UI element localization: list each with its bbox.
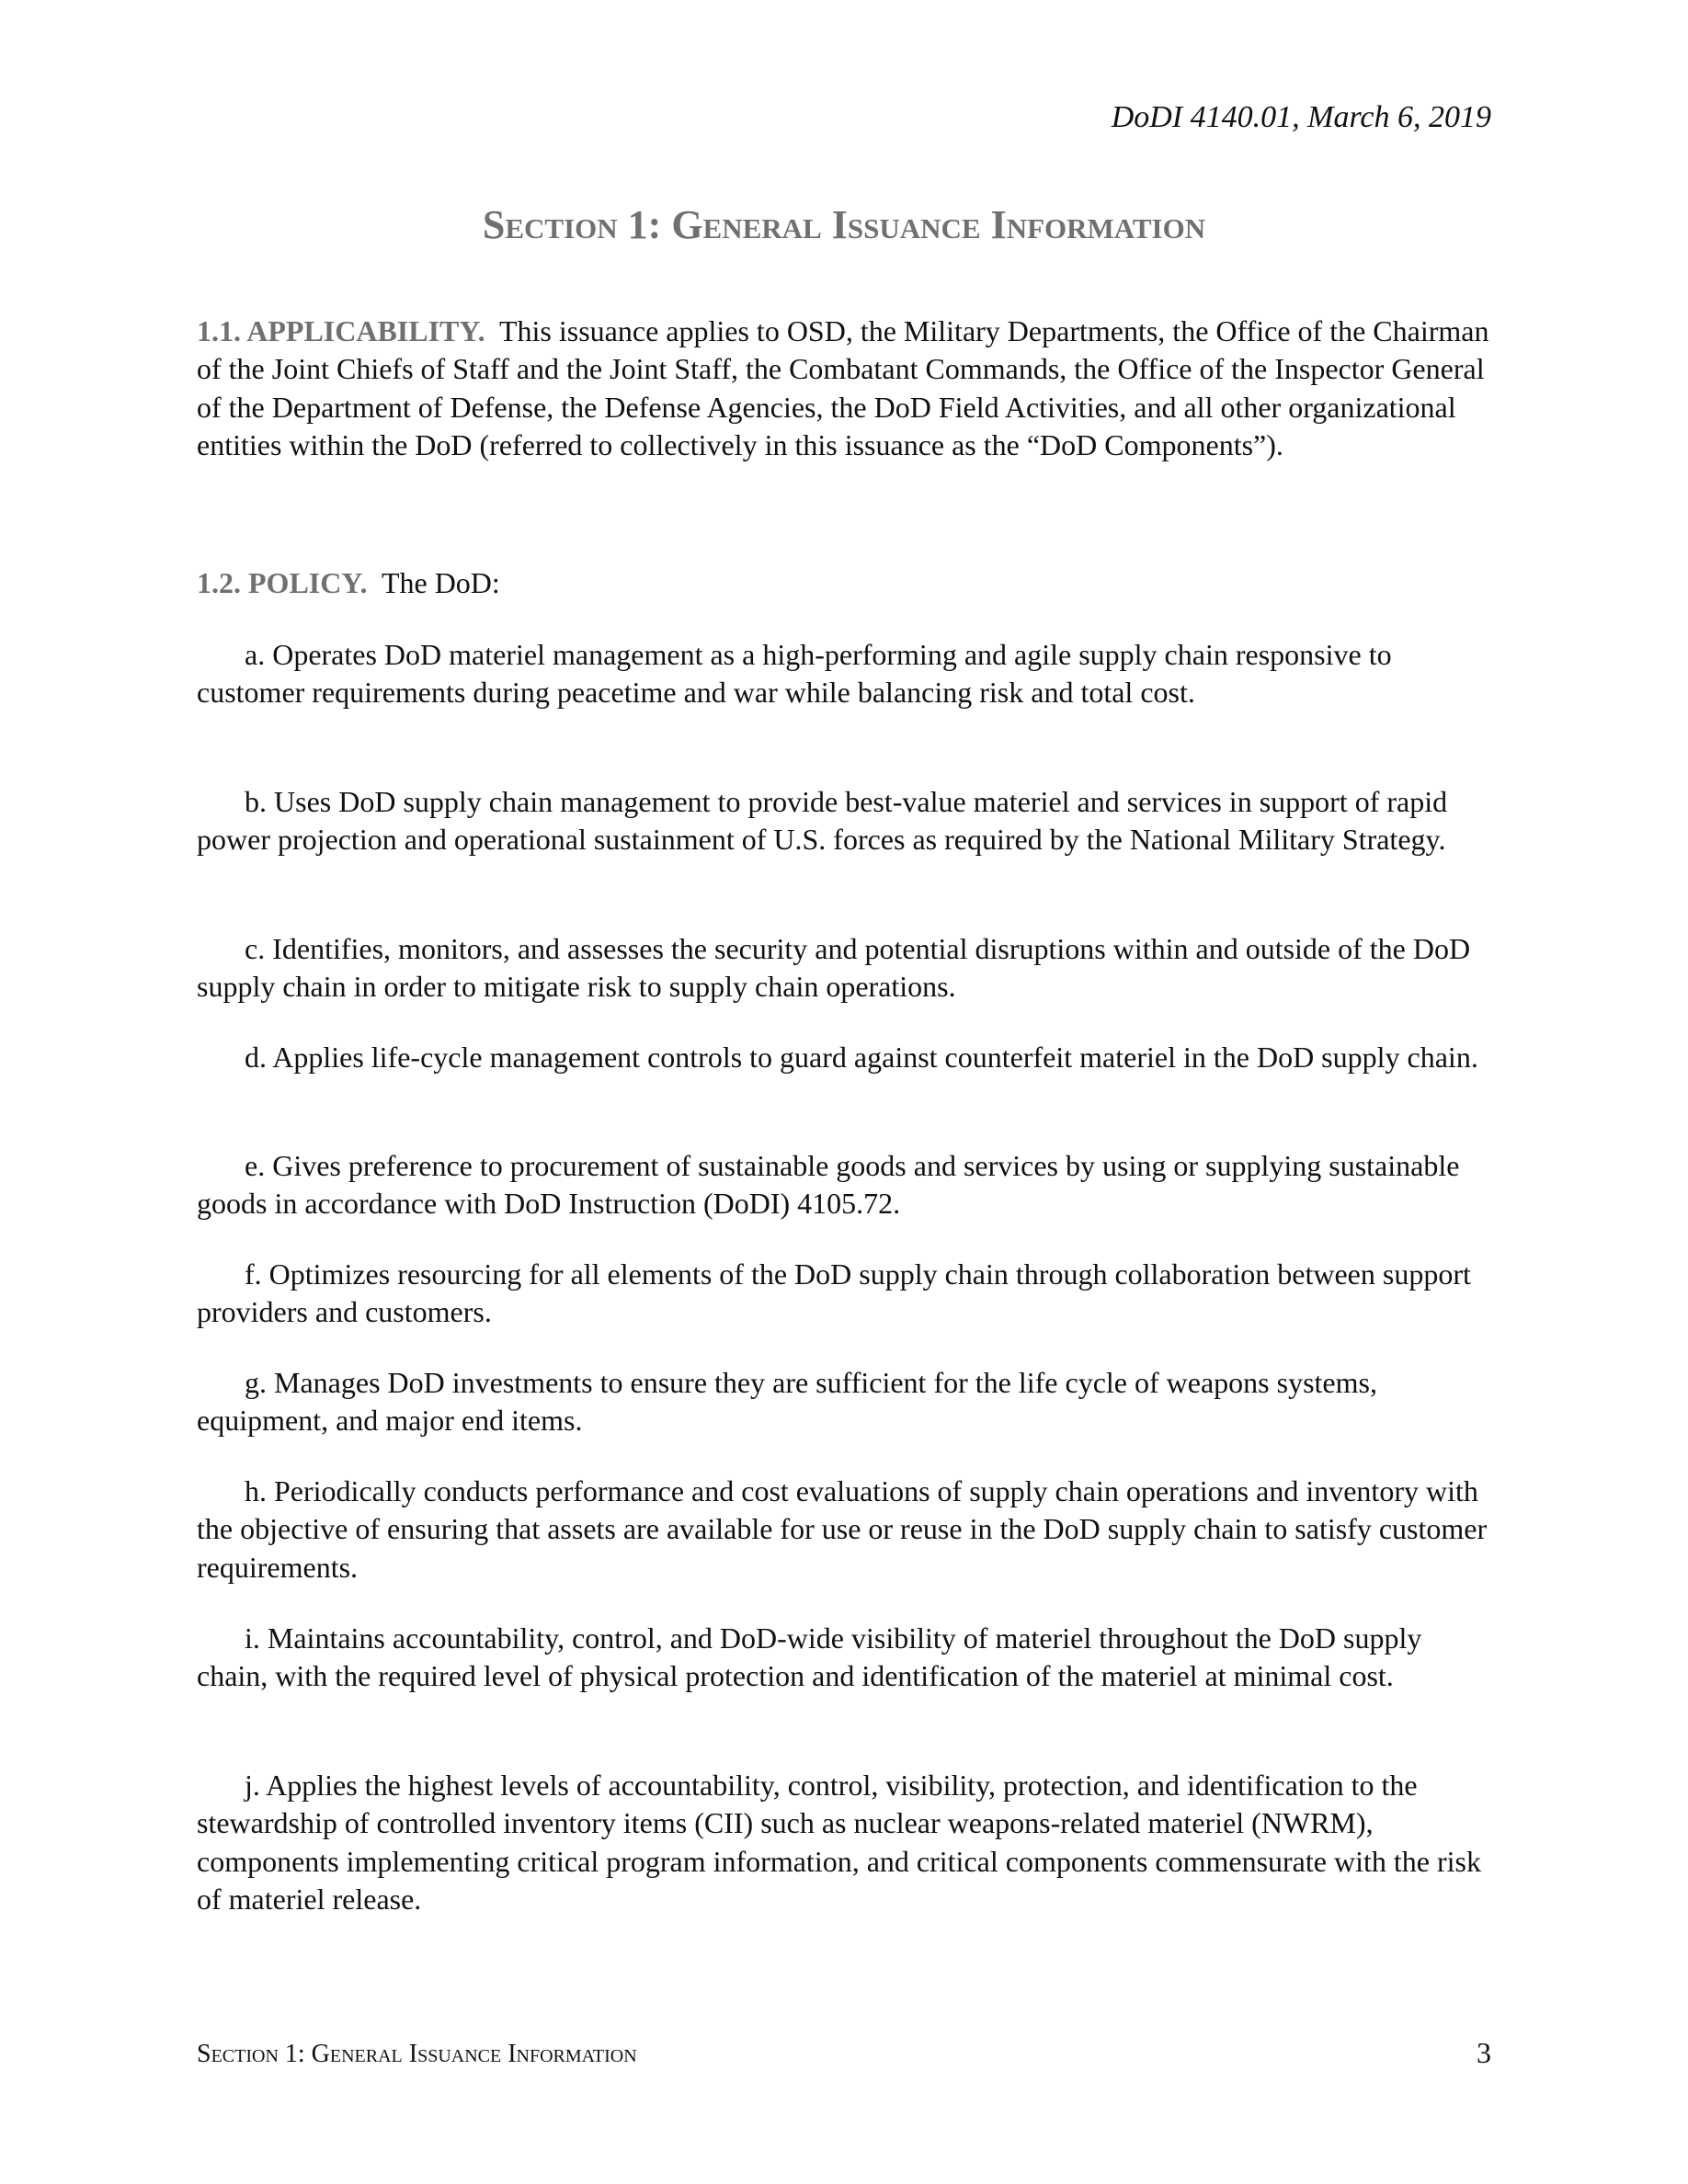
policy-intro: The DoD: xyxy=(381,566,500,599)
footer-page-number: 3 xyxy=(1477,2036,1491,2069)
policy-item-j: j. Applies the highest levels of accountability, control, visibility, protection, and identification to the stewardship of controlled inventory items (CII) such as nuclear weapons-related materiel (NWRM), components implementing critical program information, and critical components commensurate with the risk of materiel release. xyxy=(197,1769,1481,1916)
running-header: DoDI 4140.01, March 6, 2019 xyxy=(1111,100,1491,134)
policy-item-h: h. Periodically conducts performance and cost evaluations of supply chain operations and inventory with the objective of ensuring that assets are available for use or reuse in the DoD supply chain to satisfy customer requirements. xyxy=(197,1474,1488,1584)
policy-item-b: b. Uses DoD supply chain management to provide best-value materiel and services in support of rapid power projection and operational sustainment of U.S. forces as required by the National Military Strategy. xyxy=(197,785,1448,857)
policy-item-f: f. Optimizes resourcing for all elements of the DoD supply chain through collaboration between support providers and customers. xyxy=(197,1257,1471,1329)
applicability-text: This issuance applies to OSD, the Military Departments, the Office of the Chairman of the Joint Chiefs of Staff and the Joint Staff, the Combatant Commands, the Office of the Inspector General of the Department of Defense, the Defense Agencies, the DoD Field Activities, and all other organizational entities within the DoD (referred to collectively in this issuance as the “DoD Components”). xyxy=(197,314,1489,461)
footer-section-label: Section 1: General Issuance Information xyxy=(197,2040,637,2068)
policy-item-g: g. Manages DoD investments to ensure they are sufficient for the life cycle of weapons systems, equipment, and major end items. xyxy=(197,1366,1377,1438)
policy-item-c: c. Identifies, monitors, and assesses the security and potential disruptions within and outside of the DoD supply chain in order to mitigate risk to supply chain operations. xyxy=(197,932,1471,1004)
applicability-paragraph xyxy=(197,313,1493,464)
applicability-heading: 1.1. APPLICABILITY. xyxy=(197,314,485,347)
policy-item-e: e. Gives preference to procurement of sustainable goods and services by using or supplying sustainable goods in accordance with DoD Instruction (DoDI) 4105.72. xyxy=(197,1149,1460,1221)
policy-heading-paragraph xyxy=(197,564,1493,602)
policy-item-a: a. Operates DoD materiel management as a high-performing and agile supply chain responsive to customer requirements during peacetime and war while balancing risk and total cost. xyxy=(197,638,1392,710)
policy-heading: 1.2. POLICY. xyxy=(197,566,368,599)
policy-item-d: d. Applies life-cycle management controls to guard against counterfeit materiel in the DoD supply chain. xyxy=(245,1041,1478,1074)
policy-item-i: i. Maintains accountability, control, and DoD-wide visibility of materiel throughout the DoD supply chain, with the required level of physical protection and identification of the materiel at minimal cost. xyxy=(197,1621,1422,1693)
section-title: Section 1: General Issuance Information xyxy=(482,202,1206,247)
